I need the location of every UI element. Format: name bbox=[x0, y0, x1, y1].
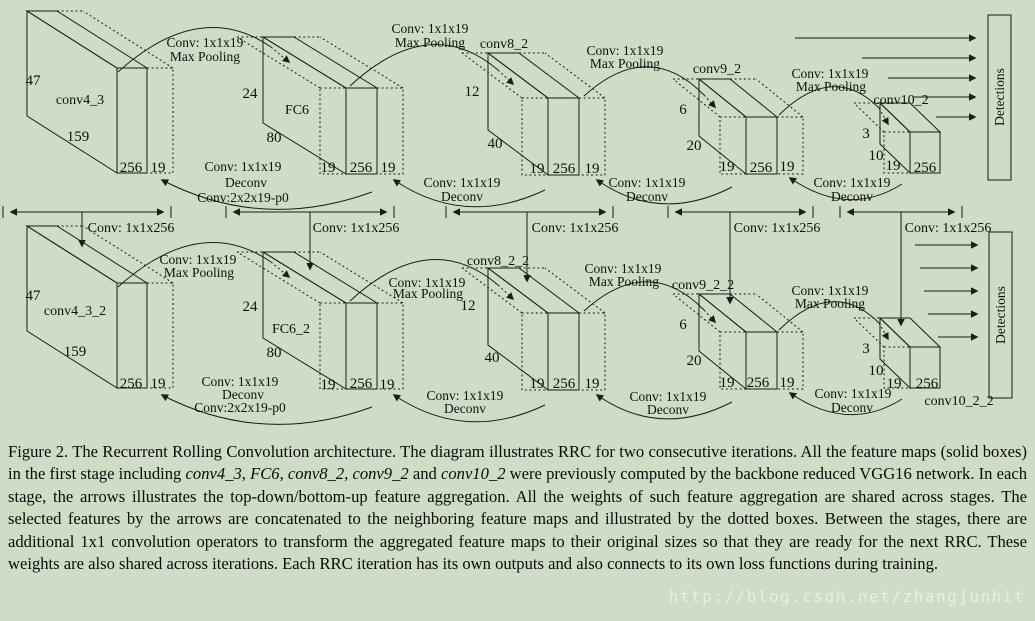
concat-channels-label: 19 bbox=[320, 377, 336, 393]
caption-segment: conv10_2 bbox=[440, 464, 506, 484]
concat-box-dotted bbox=[237, 252, 320, 303]
caption-segment: conv8_2 bbox=[287, 464, 345, 484]
caption-segment: , bbox=[344, 464, 353, 484]
dim-width-label: 10 bbox=[868, 363, 884, 379]
dim-width-label: 10 bbox=[868, 148, 884, 164]
pooling-arrow bbox=[271, 47, 289, 62]
dim-height-label: 6 bbox=[679, 317, 687, 333]
deconv-arc-label: Deconv bbox=[441, 189, 483, 204]
dim-channels-label: 256 bbox=[749, 160, 773, 176]
dim-height-label: 24 bbox=[242, 86, 258, 102]
stage-conv-label: Conv: 1x1x256 bbox=[531, 221, 619, 236]
deconv-arc-label: Deconv bbox=[831, 400, 873, 415]
pool-arc-label: Conv: 1x1x19 bbox=[159, 252, 237, 267]
pool-arc-label: Max Pooling bbox=[795, 79, 867, 94]
feature-map-box bbox=[263, 252, 377, 303]
feature-map-box bbox=[488, 53, 548, 175]
dim-channels-label: 256 bbox=[552, 376, 576, 392]
feature-map-box bbox=[263, 252, 346, 389]
deconv-arc-label: Deconv bbox=[225, 175, 267, 190]
feature-map-box bbox=[263, 37, 377, 88]
caption-segment: were previously computed by the backbone reduced VGG16 network. In each stage, the arrows illustrates the top-down/bottom-up feature aggregation. All the weights of such feature aggregation are shared across stages. The selected features by the arrows are concatenated to the neighboring feature maps and illustrated by the dotted boxes. Between the stages, there are additional 1x1 convolution operators to transform the aggregated feature maps to their original sizes so that they are ready for the next RRC. These weights are also shared across iterations. Each RRC iteration has its own outputs and also connects to its own loss functions during training. bbox=[8, 464, 1028, 574]
concat-channels-label: 19 bbox=[380, 160, 396, 176]
dim-channels-label: 256 bbox=[746, 375, 770, 391]
pool-arc-label: Conv: 1x1x19 bbox=[166, 35, 244, 50]
feature-map-name: FC6_2 bbox=[271, 322, 311, 337]
concat-channels-label: 19 bbox=[150, 376, 166, 392]
max-pooling-arc bbox=[584, 67, 704, 96]
dim-channels-label: 256 bbox=[349, 376, 373, 392]
dim-width-label: 159 bbox=[63, 344, 87, 360]
watermark: http://blog.csdn.net/zhangjunhit bbox=[668, 587, 1025, 606]
concat-channels-label: 19 bbox=[886, 376, 902, 392]
feature-map-box bbox=[488, 53, 579, 98]
deconv-arc-label: Deconv bbox=[626, 189, 668, 204]
concat-channels-label: 19 bbox=[379, 377, 395, 393]
feature-map-box bbox=[880, 318, 940, 347]
concat-box-dotted bbox=[237, 37, 320, 88]
concat-channels-label: 19 bbox=[885, 158, 901, 174]
concat-channels-label: 19 bbox=[529, 161, 545, 177]
feature-map-name: conv9_2_2 bbox=[671, 278, 735, 293]
dim-channels-label: 256 bbox=[119, 376, 143, 392]
pool-arc-label: Conv: 1x1x19 bbox=[391, 21, 469, 36]
feature-map-box bbox=[488, 268, 548, 390]
dim-height-label: 47 bbox=[25, 73, 41, 89]
concat-box-dotted bbox=[147, 68, 173, 173]
dim-width-label: 159 bbox=[66, 129, 90, 145]
pooling-arrow bbox=[271, 262, 289, 277]
pool-arc-label: Conv: 1x1x19 bbox=[584, 261, 662, 276]
stage-conv-label: Conv: 1x1x256 bbox=[904, 221, 992, 236]
dim-channels-label: 256 bbox=[915, 376, 939, 392]
concat-channels-label: 19 bbox=[719, 375, 735, 391]
pool-arc-label: Max Pooling bbox=[392, 286, 464, 301]
feature-map-name: conv9_2 bbox=[692, 62, 742, 77]
concat-channels-label: 19 bbox=[779, 375, 795, 391]
feature-map-box bbox=[488, 268, 579, 313]
pool-arc-label: Max Pooling bbox=[394, 35, 466, 50]
deconv-arc-label: Deconv bbox=[222, 387, 264, 402]
concat-box-dotted bbox=[83, 11, 173, 68]
deconv-arc-label: Deconv bbox=[444, 401, 486, 416]
pool-arc-label: Max Pooling bbox=[163, 265, 235, 280]
feature-map-name: conv10_2_2 bbox=[924, 394, 994, 409]
pool-arc-label: Max Pooling bbox=[794, 296, 866, 311]
dim-channels-label: 256 bbox=[349, 160, 373, 176]
concat-channels-label: 19 bbox=[584, 161, 600, 177]
concat-channels-label: 19 bbox=[719, 159, 735, 175]
deconv-arc-label: Conv: 1x1x19 bbox=[608, 175, 686, 190]
pool-arc-label: Conv: 1x1x19 bbox=[586, 43, 664, 58]
dim-width-label: 40 bbox=[484, 350, 500, 366]
stage-conv-label: Conv: 1x1x256 bbox=[87, 221, 175, 236]
feature-map-box bbox=[699, 294, 777, 332]
deconv-arc-label: Conv: 1x1x19 bbox=[201, 374, 279, 389]
pooling-arrow bbox=[498, 285, 513, 299]
deconv-arc-label: Conv: 1x1x19 bbox=[814, 386, 892, 401]
feature-map-box bbox=[27, 11, 147, 68]
feature-map-box bbox=[27, 11, 117, 173]
dim-height-label: 12 bbox=[460, 298, 476, 314]
feature-map-box bbox=[699, 79, 777, 117]
detections-label: Detections bbox=[992, 68, 1007, 126]
pooling-arrow bbox=[498, 70, 513, 84]
pool-arc-label: Max Pooling bbox=[169, 49, 241, 64]
max-pooling-arc bbox=[350, 45, 498, 86]
concat-box-dotted bbox=[147, 283, 173, 388]
dim-height-label: 3 bbox=[862, 341, 870, 357]
caption-segment: , bbox=[279, 464, 288, 484]
feature-map-name: conv8_2_2 bbox=[466, 254, 530, 269]
feature-map-name: conv4_3_2 bbox=[43, 304, 107, 319]
deconv-arc-label: Conv: 1x1x19 bbox=[629, 389, 707, 404]
concat-channels-label: 19 bbox=[779, 159, 795, 175]
caption-segment: and bbox=[408, 464, 441, 484]
deconv-arc-label: Conv: 1x1x19 bbox=[204, 159, 282, 174]
pool-arc-label: Max Pooling bbox=[589, 56, 661, 71]
caption-segment: Figure 2. The Recurrent Rolling Convolution architecture. The diagram illustrates RRC for two consecutive iterations. All the feature maps (solid boxes) in the first stage including bbox=[8, 442, 1027, 484]
pool-arc-label: Max Pooling bbox=[588, 274, 660, 289]
feature-map-name: conv10_2 bbox=[873, 93, 929, 108]
feature-map-name: conv4_3 bbox=[55, 93, 105, 108]
pool-arc-label: Conv: 1x1x19 bbox=[791, 283, 869, 298]
dim-height-label: 6 bbox=[679, 102, 687, 118]
deconv-arc-label: Conv: 1x1x19 bbox=[813, 175, 891, 190]
figure-caption bbox=[8, 441, 1027, 575]
dim-height-label: 3 bbox=[862, 126, 870, 142]
dim-height-label: 47 bbox=[25, 288, 41, 304]
dim-width-label: 20 bbox=[686, 138, 702, 154]
pool-arc-label: Conv: 1x1x19 bbox=[791, 66, 869, 81]
concat-channels-label: 19 bbox=[529, 376, 545, 392]
concat-channels-label: 19 bbox=[150, 160, 166, 176]
deconv-arc-label: Conv: 1x1x19 bbox=[423, 175, 501, 190]
detections-label: Detections bbox=[993, 286, 1008, 344]
dim-channels-label: 256 bbox=[913, 160, 937, 176]
dim-width-label: 80 bbox=[266, 130, 282, 146]
deconv-arc-label: Conv:2x2x19-p0 bbox=[197, 190, 289, 205]
caption-segment: , bbox=[241, 464, 251, 484]
concat-channels-label: 19 bbox=[320, 160, 336, 176]
dim-width-label: 40 bbox=[487, 136, 503, 152]
deconv-arc-label: Conv:2x2x19-p0 bbox=[194, 400, 286, 415]
feature-map-box bbox=[117, 68, 147, 173]
dim-height-label: 24 bbox=[242, 299, 258, 315]
deconv-arc-label: Deconv bbox=[647, 402, 689, 417]
pool-arc-label: Conv: 1x1x19 bbox=[388, 275, 466, 290]
caption-segment: conv4_3 bbox=[185, 464, 242, 484]
deconv-arc-label: Deconv bbox=[831, 189, 873, 204]
stage-conv-label: Conv: 1x1x256 bbox=[312, 221, 400, 236]
dim-width-label: 80 bbox=[266, 345, 282, 361]
dim-width-label: 20 bbox=[686, 353, 702, 369]
concat-box-dotted bbox=[320, 37, 403, 88]
dim-channels-label: 256 bbox=[119, 160, 143, 176]
caption-segment: FC6 bbox=[250, 464, 280, 484]
caption-segment: conv9_2 bbox=[352, 464, 409, 484]
feature-map-name: conv8_2 bbox=[479, 37, 529, 52]
feature-map-box bbox=[117, 283, 147, 388]
dim-channels-label: 256 bbox=[552, 161, 576, 177]
dim-height-label: 12 bbox=[464, 84, 480, 100]
feature-map-name: FC6 bbox=[284, 103, 310, 118]
deconv-arc-label: Conv: 1x1x19 bbox=[426, 388, 504, 403]
stage-conv-label: Conv: 1x1x256 bbox=[733, 221, 821, 236]
concat-channels-label: 19 bbox=[584, 376, 600, 392]
